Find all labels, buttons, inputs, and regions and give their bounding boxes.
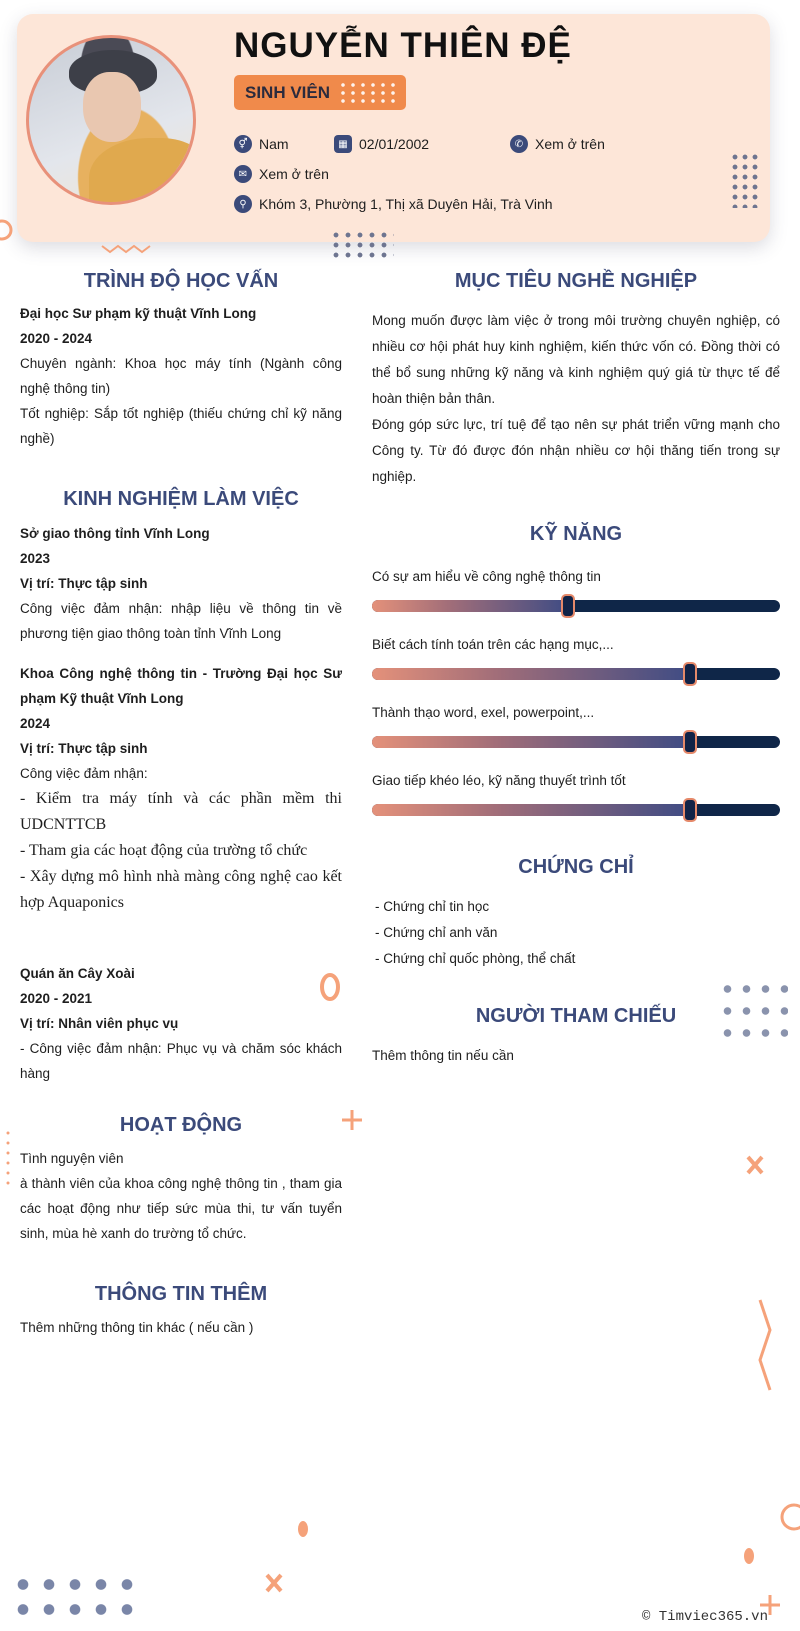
experience-job-3 (20, 961, 342, 1086)
experience-title: KINH NGHIỆM LÀM VIỆC (63, 488, 299, 510)
education-school: Đại học Sư phạm kỹ thuật Vĩnh Long (20, 306, 257, 321)
certificate-item: - Chứng chỉ anh văn (375, 925, 498, 940)
education-major: Chuyên ngành: Khoa học máy tính (Ngành công nghệ thông tin) (20, 356, 342, 396)
references-title: NGƯỜI THAM CHIẾU (475, 1005, 677, 1027)
more-info-text: Thêm những thông tin khác ( nếu cần ) (20, 1320, 254, 1335)
job-desc: Công việc đảm nhận: (20, 766, 148, 781)
certificate-item: - Chứng chỉ quốc phòng, thể chất (375, 951, 576, 966)
gender-value: Nam (259, 136, 289, 152)
more-info-title: THÔNG TIN THÊM (94, 1283, 268, 1305)
references-text: Thêm thông tin nếu cần (372, 1048, 514, 1063)
location-pin-icon: ⚲ (234, 195, 252, 213)
footer-copyright: © Timviec365.vn (641, 1609, 768, 1625)
certificates-list (375, 894, 780, 972)
education-years: 2020 - 2024 (20, 331, 93, 346)
skill-bar (372, 736, 780, 748)
job-task: - Xây dựng mô hình nhà màng công nghệ cao kết hợp Aquaponics (20, 868, 342, 911)
skills-title: KỸ NĂNG (529, 523, 623, 545)
role-label: SINH VIÊN (245, 83, 331, 102)
job-company: Quán ăn Cây Xoài (20, 966, 135, 981)
skill-label: Giao tiếp khéo léo, kỹ năng thuyết trình tốt (372, 773, 626, 788)
skill-bar-fill (372, 736, 690, 748)
birthday-value: 02/01/2002 (359, 136, 430, 152)
skill-bar (372, 668, 780, 680)
skill-bar (372, 600, 780, 612)
experience-job-2 (20, 661, 342, 916)
skill-bar-fill (372, 600, 568, 612)
skill-bar-fill (372, 668, 690, 680)
objective-section (372, 308, 780, 490)
activities-title: HOẠT ĐỘNG (119, 1114, 243, 1136)
job-desc: - Công việc đảm nhận: Phục vụ và chăm sóc khách hàng (20, 1041, 342, 1081)
address-value: Khóm 3, Phường 1, Thị xã Duyên Hải, Trà Vinh (259, 196, 553, 212)
skill-bar (372, 804, 780, 816)
objective-paragraph: Mong muốn được làm việc ở trong môi trường chuyên nghiệp, có nhiều cơ hội phát huy kinh nghiệm, kiến thức vốn có. Đồng thời có thể bổ sung những kỹ năng và kinh nghiệm quý giá từ thực tế để hoàn thiện bản thân. (372, 313, 780, 406)
certificates-title: CHỨNG CHỈ (518, 856, 634, 878)
calendar-icon: ▦ (334, 135, 352, 153)
job-task: - Kiểm tra máy tính và các phần mềm thi UDCNTTCB (20, 790, 342, 833)
job-position: Vị trí: Thực tập sinh (20, 576, 148, 591)
job-task: - Tham gia các hoạt động của trường tổ chức (20, 842, 308, 859)
job-company: Khoa Công nghệ thông tin - Trường Đại học Sư phạm Kỹ thuật Vĩnh Long (20, 666, 342, 706)
experience-job-1 (20, 521, 342, 646)
skill-label: Thành thạo word, exel, powerpoint,... (372, 705, 595, 720)
activity-desc: à thành viên của khoa công nghệ thông tin , tham gia các hoạt động như tiếp sức mùa thi, tư vấn tuyển sinh, mùa hè xanh do trường tổ chức. (20, 1176, 342, 1241)
education-section (20, 301, 342, 451)
mail-icon: ✉ (234, 165, 252, 183)
email-value: Xem ở trên (259, 166, 329, 182)
objective-title: MỤC TIÊU NGHỀ NGHIỆP (454, 270, 698, 292)
education-title: TRÌNH ĐỘ HỌC VẤN (83, 270, 279, 292)
gender-icon: ⚥ (234, 135, 252, 153)
skill-label: Biết cách tính toán trên các hạng mục,... (372, 637, 614, 652)
skill-bar-knob (683, 730, 697, 754)
skill-bar-fill (372, 804, 690, 816)
skill-bar-knob (683, 798, 697, 822)
objective-paragraph: Đóng góp sức lực, trí tuệ để tạo nên sự phát triển vững mạnh cho Công ty. Từ đó được đón nhận nhiều cơ hội thăng tiến trong sự nghiệp. (372, 417, 780, 484)
activities-section (20, 1146, 342, 1246)
job-position: Vị trí: Thực tập sinh (20, 741, 148, 756)
candidate-name: NGUYỄN THIÊN ĐỆ (234, 26, 572, 65)
job-year: 2024 (20, 716, 51, 731)
certificate-item: - Chứng chỉ tin học (375, 899, 490, 914)
skill-bar-knob (683, 662, 697, 686)
education-status: Tốt nghiệp: Sắp tốt nghiệp (thiếu chứng chỉ kỹ năng nghề) (20, 406, 342, 446)
phone-icon: ✆ (510, 135, 528, 153)
job-year: 2020 - 2021 (20, 991, 93, 1006)
job-company: Sở giao thông tỉnh Vĩnh Long (20, 526, 210, 541)
activity-name: Tình nguyện viên (20, 1151, 124, 1166)
job-position: Vị trí: Nhân viên phục vụ (20, 1016, 179, 1031)
skill-bar-knob (561, 594, 575, 618)
job-year: 2023 (20, 551, 51, 566)
skill-label: Có sự am hiểu về công nghệ thông tin (372, 569, 601, 584)
phone-value: Xem ở trên (535, 136, 605, 152)
job-desc: Công việc đảm nhận: nhập liệu về thông tin về phương tiện giao thông toàn tỉnh Vĩnh Long (20, 601, 342, 641)
